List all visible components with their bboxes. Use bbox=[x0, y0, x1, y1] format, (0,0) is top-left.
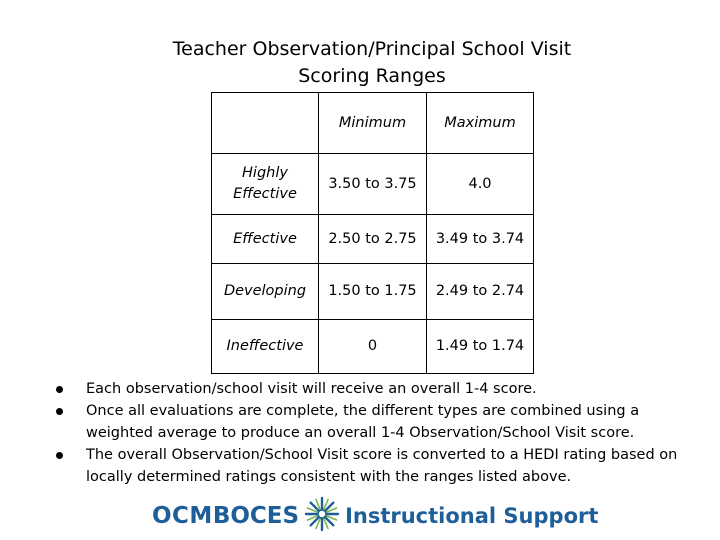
bullet-icon bbox=[56, 408, 63, 415]
row-label-line-1: Highly bbox=[242, 165, 288, 181]
row-min: 3.50 to 3.75 bbox=[319, 154, 427, 215]
row-max: 4.0 bbox=[427, 154, 534, 215]
row-label bbox=[212, 154, 319, 215]
list-item bbox=[50, 400, 690, 444]
table-row bbox=[212, 320, 534, 374]
bullet-icon bbox=[56, 386, 63, 393]
row-label: Developing bbox=[212, 264, 319, 320]
bullet-icon bbox=[56, 452, 63, 459]
row-min: 1.50 to 1.75 bbox=[319, 264, 427, 320]
table-header-minimum: Minimum bbox=[319, 93, 427, 154]
title-line-2: Scoring Ranges bbox=[298, 65, 446, 87]
row-label: Effective bbox=[212, 215, 319, 264]
logo-ocm-text: OCM bbox=[152, 503, 213, 529]
note-text: The overall Observation/School Visit score is converted to a HEDI rating based on locally determined ratings consistent with the ranges listed above. bbox=[86, 447, 678, 485]
row-max: 2.49 to 2.74 bbox=[427, 264, 534, 320]
list-item bbox=[50, 378, 690, 400]
table-header-maximum: Maximum bbox=[427, 93, 534, 154]
note-text: Each observation/school visit will receive an overall 1-4 score. bbox=[86, 381, 537, 397]
note-text: Once all evaluations are complete, the different types are combined using a weighted average to produce an overall 1-4 Observation/School Visit score. bbox=[86, 403, 640, 441]
page-title bbox=[0, 36, 720, 90]
footer-logo bbox=[152, 496, 598, 536]
row-max: 1.49 to 1.74 bbox=[427, 320, 534, 374]
table-row bbox=[212, 215, 534, 264]
table-header-blank bbox=[212, 93, 319, 154]
list-item bbox=[50, 444, 690, 488]
logo-subtitle: Instructional Support bbox=[345, 504, 599, 528]
scoring-ranges-table bbox=[211, 92, 534, 374]
title-line-1: Teacher Observation/Principal School Visit bbox=[172, 38, 572, 60]
row-min: 0 bbox=[319, 320, 427, 374]
row-label-line-2: Effective bbox=[233, 186, 297, 202]
row-min: 2.50 to 2.75 bbox=[319, 215, 427, 264]
logo-boces-text: BOCES bbox=[212, 503, 300, 529]
row-label: Ineffective bbox=[212, 320, 319, 374]
starburst-logo-icon bbox=[303, 495, 341, 537]
table-header-row bbox=[212, 93, 534, 154]
notes-list bbox=[50, 378, 690, 488]
table-row bbox=[212, 154, 534, 215]
table-row bbox=[212, 264, 534, 320]
row-max: 3.49 to 3.74 bbox=[427, 215, 534, 264]
